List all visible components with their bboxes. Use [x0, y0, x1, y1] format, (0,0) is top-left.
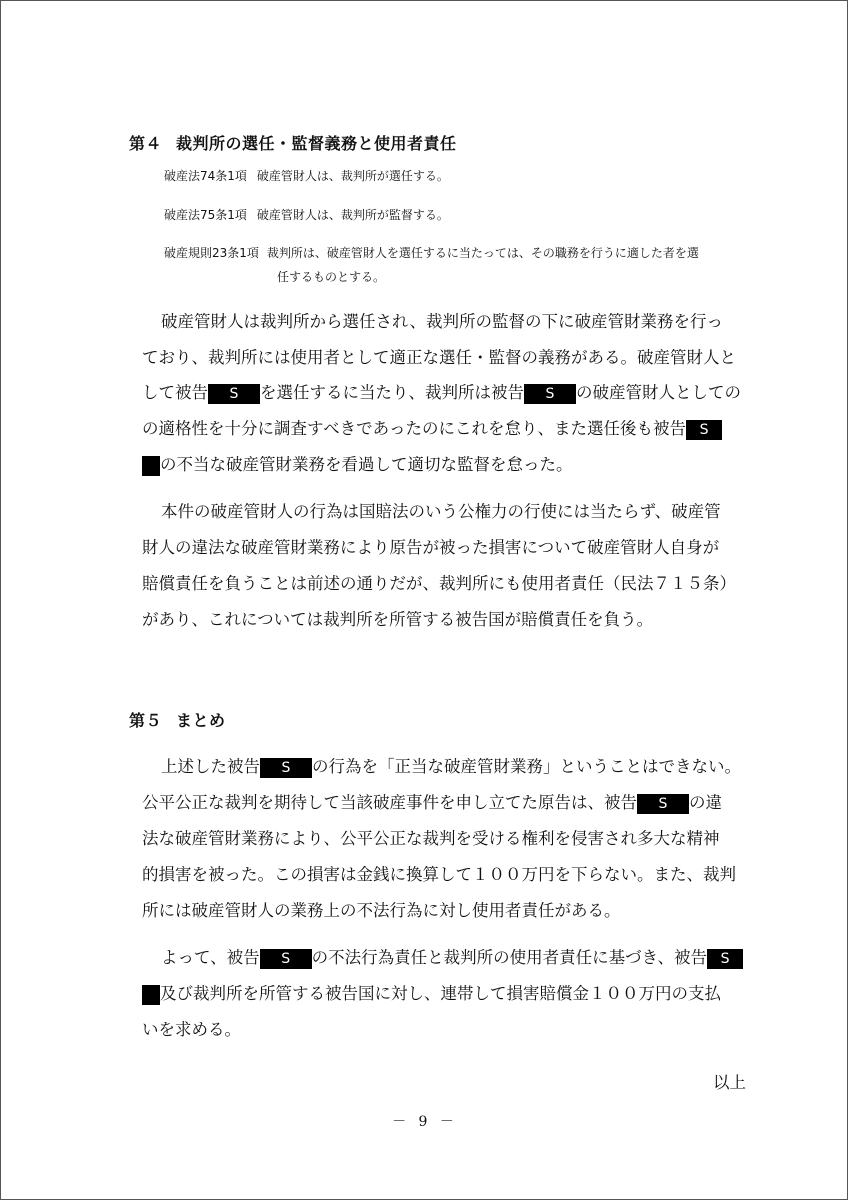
redaction-block: S	[637, 794, 689, 814]
redaction-block	[142, 985, 160, 1005]
text-segment: 上述した被告	[161, 757, 260, 776]
text-segment: よって、被告	[161, 948, 260, 967]
text-segment: の不法行為責任と裁判所の使用者責任に基づき、被告	[311, 948, 708, 967]
text-segment: 及び裁判所を所管する被告国に対し、連帯して損害賠償金１００万円の支払	[160, 984, 721, 1003]
s4-p2-line3: 賠償責任を負うことは前述の通りだが、裁判所にも使用者責任（民法７１５条）	[142, 574, 736, 593]
s5-p1-line5: 所には破産管財人の業務上の不法行為に対し使用者責任がある。	[142, 901, 621, 920]
s5-p1-line2	[142, 792, 750, 814]
s4-p1-line2: ており、裁判所には使用者として適正な選任・監督の義務がある。破産管財人と	[142, 348, 736, 367]
s5-p1-line3: 法な破産管財業務により、公平公正な裁判を受ける権利を侵害され多大な精神	[142, 829, 720, 848]
s5-p2-line1	[161, 947, 769, 969]
law-citation-2	[164, 206, 449, 223]
text-segment: の不当な破産管財業務を看過して適切な監督を怠った。	[160, 455, 573, 474]
section-5-number: 第５	[129, 711, 163, 730]
text-segment: を選任するに当たり、裁判所は被告	[260, 383, 524, 402]
text-segment: して被告	[142, 383, 208, 402]
law-text: 破産管財人は、裁判所が選任する。	[256, 169, 449, 183]
law-ref: 破産法75条1項	[164, 208, 247, 222]
s4-p2-line2: 財人の違法な破産管財業務により原告が被った損害について破産管財人自身が	[142, 538, 720, 557]
s5-p2-line3: いを求める。	[142, 1020, 241, 1039]
section-4-heading	[129, 131, 457, 154]
s4-p1-line3	[142, 382, 750, 404]
s4-p2-line4: があり、これについては裁判所を所管する被告国が賠償責任を負う。	[142, 610, 654, 629]
s4-p1-line5	[142, 454, 750, 476]
section-4-title: 裁判所の選任・監督義務と使用者責任	[176, 134, 457, 153]
redaction-block: S	[208, 384, 260, 404]
page-number: － 9 －	[392, 1114, 458, 1130]
s4-p2-line1: 本件の破産管財人の行為は国賠法のいう公権力の行使には当たらず、破産管	[161, 502, 721, 521]
s5-p1-line4: 的損害を被った。この損害は金銭に換算して１００万円を下らない。また、裁判	[142, 865, 736, 884]
s4-p1-line1: 破産管財人は裁判所から選任され、裁判所の監督の下に破産管財業務を行っ	[161, 312, 723, 331]
s5-p1-line1	[161, 756, 769, 778]
redaction-block	[142, 456, 160, 476]
section-5-title: まとめ	[176, 711, 226, 730]
law-text: 破産管財人は、裁判所が監督する。	[256, 208, 449, 222]
text-segment: の破産管財人としての	[576, 383, 741, 402]
law-ref: 破産規則23条1項	[164, 246, 259, 260]
s4-p1-line4	[142, 418, 750, 440]
law-citation-3-continued: 任するものとする。	[277, 270, 386, 284]
redaction-block: S	[707, 949, 743, 969]
section-5-heading	[129, 708, 226, 731]
text-segment: の行為を「正当な破産管財業務」ということはできない。	[312, 757, 741, 776]
closing-text: 以上	[713, 1073, 746, 1092]
s5-p2-line2	[142, 983, 750, 1005]
law-text: 裁判所は、破産管財人を選任するに当たっては、その職務を行うに適した者を選	[266, 246, 699, 260]
section-4-number: 第４	[129, 134, 163, 153]
redaction-block: S	[686, 420, 722, 440]
law-citation-3	[164, 244, 699, 261]
text-segment: の適格性を十分に調査すべきであったのにこれを怠り、また選任後も被告	[142, 419, 687, 438]
text-segment: の違	[689, 793, 722, 812]
redaction-block: S	[260, 949, 312, 969]
text-segment: 公平公正な裁判を期待して当該破産事件を申し立てた原告は、被告	[142, 793, 637, 812]
redaction-block: S	[260, 758, 312, 778]
law-ref: 破産法74条1項	[164, 169, 247, 183]
law-citation-1	[164, 167, 449, 184]
redaction-block: S	[524, 384, 576, 404]
